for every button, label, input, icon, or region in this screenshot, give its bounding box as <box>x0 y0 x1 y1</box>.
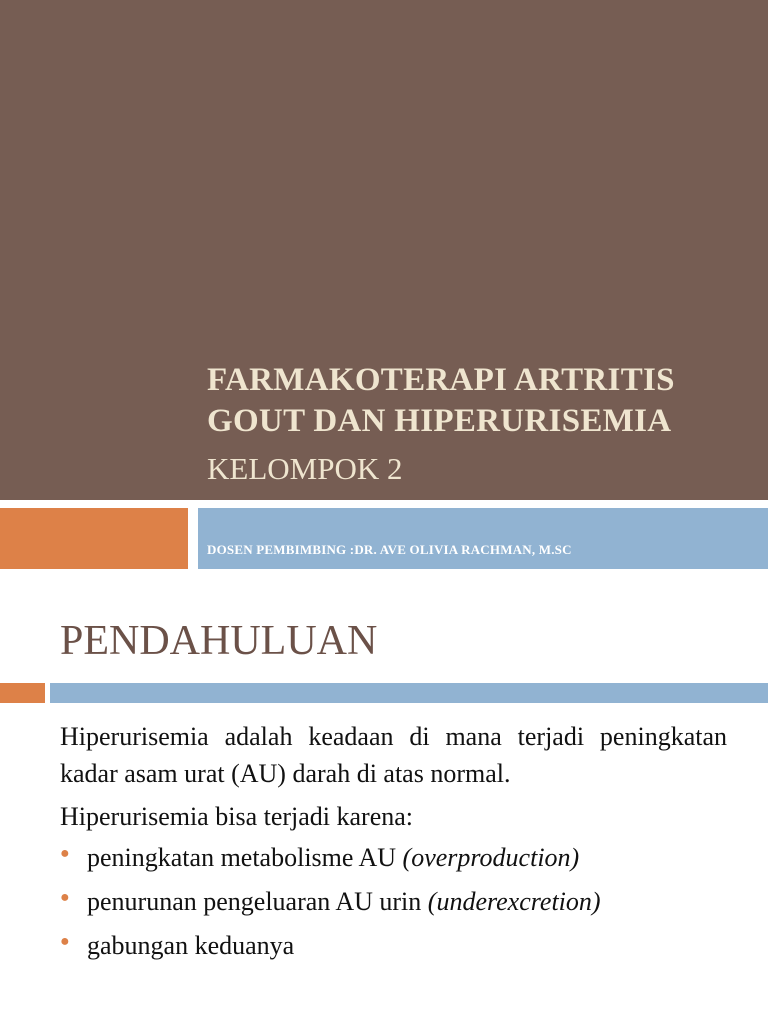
cause-list <box>60 839 727 964</box>
bullet-dot-icon: ● <box>60 889 70 906</box>
intro-slide <box>0 578 768 1024</box>
lecturer-text: DOSEN PEMBIMBING :DR. AVE OLIVIA RACHMAN, M.SC <box>207 542 572 557</box>
cause-intro-paragraph: Hiperurisemia bisa terjadi karena: <box>60 802 414 831</box>
list-item-text: gabungan keduanya <box>87 931 295 960</box>
slide-title-line1: FARMAKOTERAPI ARTRITIS <box>207 362 675 398</box>
slide-subtitle: KELOMPOK 2 <box>207 451 403 486</box>
list-item-italic: (overproduction) <box>402 843 580 872</box>
list-item <box>60 839 727 876</box>
slide-body <box>60 718 727 971</box>
bullet-dot-icon: ● <box>60 933 70 950</box>
blue-accent-bar <box>198 508 768 569</box>
orange-divider-bar <box>0 683 45 703</box>
list-item-text: peningkatan metabolisme AU <box>87 843 403 872</box>
slide-title-line2: GOUT DAN HIPERURISEMIA <box>207 403 672 439</box>
section-heading: PENDAHULUAN <box>60 618 378 664</box>
list-item <box>60 927 727 964</box>
definition-paragraph: Hiperurisemia adalah keadaan di mana terjadi peningkatan kadar asam urat (AU) darah di atas normal. <box>60 722 727 788</box>
slide-title <box>207 360 767 442</box>
orange-accent-bar <box>0 508 188 569</box>
list-item <box>60 883 727 920</box>
blue-divider-bar <box>50 683 768 703</box>
list-item-italic: (underexcretion) <box>427 887 601 916</box>
bullet-dot-icon: ● <box>60 845 70 862</box>
list-item-text: penurunan pengeluaran AU urin <box>87 887 428 916</box>
